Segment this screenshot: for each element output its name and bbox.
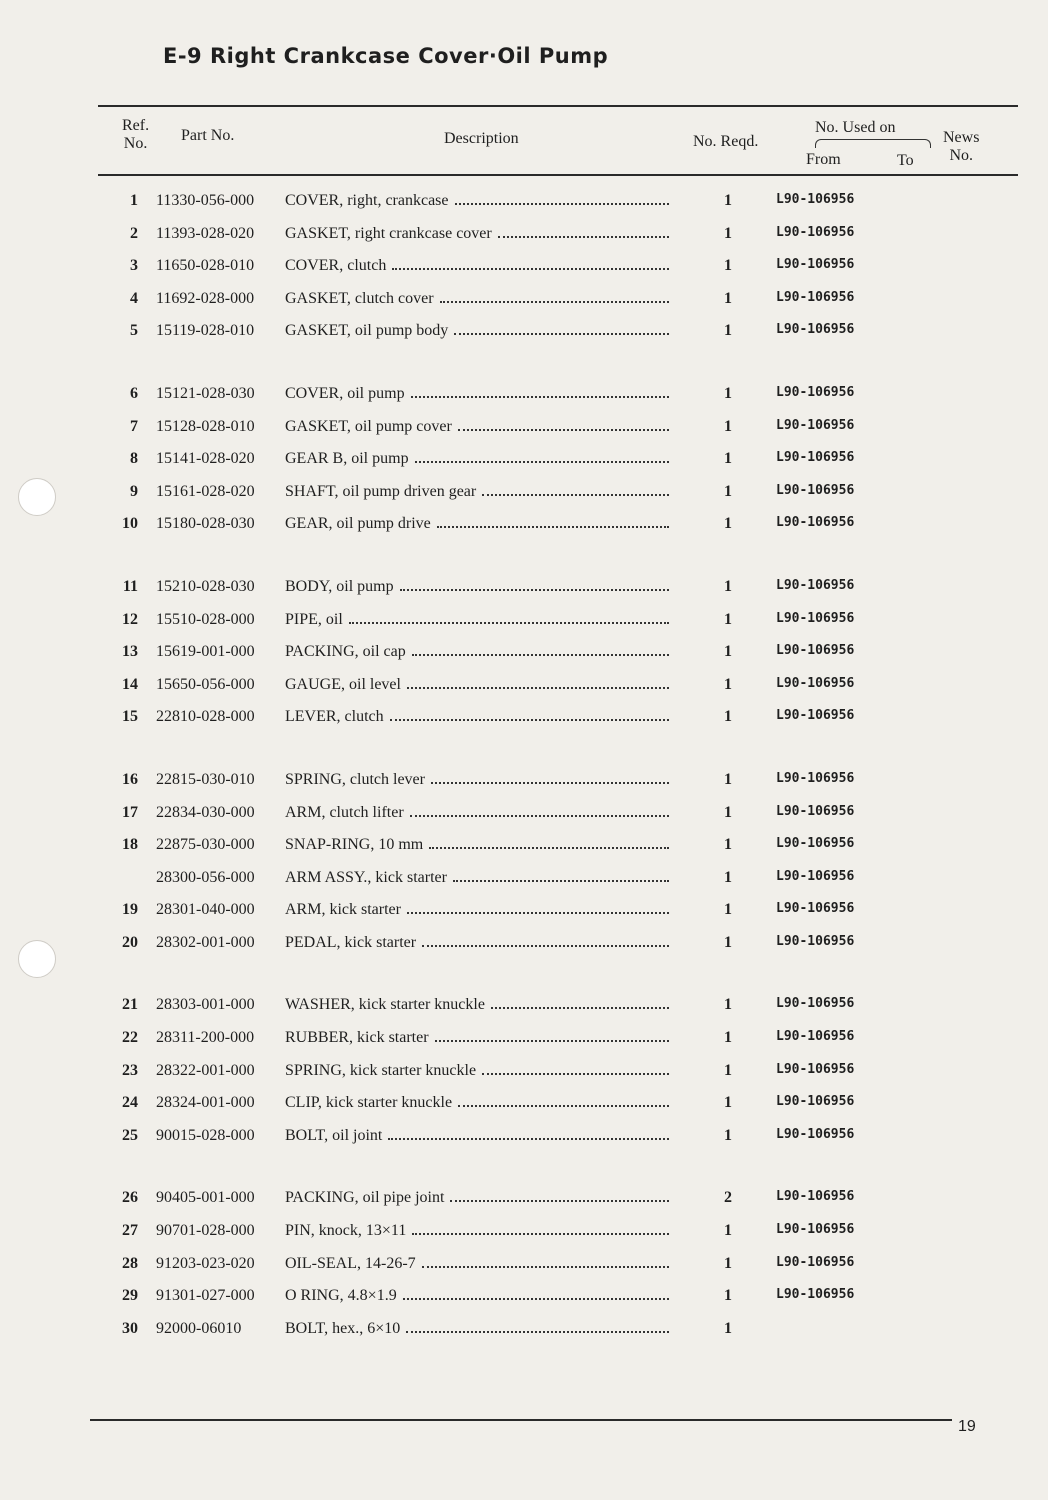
bottom-rule — [90, 1419, 952, 1421]
table-row — [100, 284, 980, 317]
header-news-line2: No. — [949, 147, 973, 164]
description-text: SPRING, clutch lever — [285, 770, 425, 788]
table-row — [100, 1088, 980, 1121]
description-text: CLIP, kick starter knuckle — [285, 1094, 453, 1112]
dot-leader — [453, 869, 669, 882]
description-text: SHAFT, oil pump driven gear — [285, 482, 477, 500]
used-from: L90-106956 — [776, 610, 855, 626]
used-from: L90-106956 — [776, 933, 855, 949]
qty-reqd: 1 — [724, 1029, 732, 1047]
qty-reqd: 1 — [724, 803, 732, 821]
part-no: 15619-001-000 — [156, 643, 255, 661]
part-no: 90015-028-000 — [156, 1126, 255, 1144]
part-no: 22834-030-000 — [156, 803, 255, 821]
dot-leader — [455, 192, 669, 205]
ref-no: 30 — [122, 1319, 138, 1337]
table-row — [100, 895, 980, 928]
qty-reqd: 1 — [724, 901, 732, 919]
qty-reqd: 1 — [724, 643, 732, 661]
used-from: L90-106956 — [776, 1189, 855, 1205]
used-from: L90-106956 — [776, 289, 855, 305]
qty-reqd: 1 — [724, 1126, 732, 1144]
header-news-no — [943, 129, 979, 165]
ref-no: 23 — [122, 1061, 138, 1079]
ref-no: 13 — [122, 643, 138, 661]
description-text: OIL-SEAL, 14-26-7 — [285, 1254, 416, 1272]
table-row — [100, 477, 980, 510]
ref-no: 14 — [122, 675, 138, 693]
table-row — [100, 379, 980, 412]
description-text: O RING, 4.8×1.9 — [285, 1287, 397, 1305]
header-brace — [815, 139, 931, 148]
header-no-used-on: No. Used on — [815, 119, 896, 136]
part-no: 28301-040-000 — [156, 901, 255, 919]
table-row — [100, 928, 980, 961]
table-row — [100, 572, 980, 605]
table-row — [100, 186, 980, 219]
description-text: SNAP-RING, 10 mm — [285, 836, 424, 854]
dot-leader — [431, 771, 669, 784]
ref-no: 12 — [122, 610, 138, 628]
used-from: L90-106956 — [776, 1222, 855, 1238]
page-title: E-9 Right Crankcase Cover·Oil Pump — [163, 44, 609, 68]
table-row — [100, 1056, 980, 1089]
used-from: L90-106956 — [776, 322, 855, 338]
dot-leader — [498, 225, 669, 238]
table-row — [100, 605, 980, 638]
description-text: BOLT, hex., 6×10 — [285, 1319, 401, 1337]
description — [285, 1062, 673, 1080]
dot-leader — [458, 418, 669, 431]
header-rule — [98, 174, 1018, 176]
qty-reqd: 2 — [724, 1189, 732, 1207]
dot-leader — [491, 996, 669, 1009]
table-row — [100, 990, 980, 1023]
dot-leader — [450, 1189, 669, 1202]
description — [285, 1320, 673, 1338]
ref-no: 25 — [122, 1126, 138, 1144]
header-news-line1: News — [943, 129, 980, 146]
part-no: 15121-028-030 — [156, 384, 255, 402]
part-no: 28302-001-000 — [156, 933, 255, 951]
description — [285, 1029, 673, 1047]
ref-no: 16 — [122, 770, 138, 788]
dot-leader — [403, 1287, 669, 1300]
description — [285, 771, 673, 789]
ref-no: 8 — [130, 450, 138, 468]
part-no: 15650-056-000 — [156, 675, 255, 693]
table-row — [100, 1249, 980, 1282]
table-row — [100, 316, 980, 349]
parts-table — [100, 186, 980, 1346]
header-to: To — [897, 152, 914, 169]
qty-reqd: 1 — [724, 868, 732, 886]
dot-leader — [415, 450, 669, 463]
description — [285, 257, 673, 275]
part-no: 22810-028-000 — [156, 708, 255, 726]
used-from: L90-106956 — [776, 675, 855, 691]
table-row — [100, 637, 980, 670]
ref-no: 21 — [122, 996, 138, 1014]
header-description: Description — [444, 130, 519, 147]
dot-leader — [407, 676, 669, 689]
part-no: 28303-001-000 — [156, 996, 255, 1014]
used-from: L90-106956 — [776, 224, 855, 240]
qty-reqd: 1 — [724, 482, 732, 500]
description-text: GAUGE, oil level — [285, 675, 401, 693]
part-no: 28324-001-000 — [156, 1094, 255, 1112]
description-text: WASHER, kick starter knuckle — [285, 996, 485, 1014]
used-from: L90-106956 — [776, 192, 855, 207]
table-row — [100, 1314, 980, 1347]
part-no: 15210-028-030 — [156, 577, 255, 595]
used-from: L90-106956 — [776, 868, 855, 884]
description-text: LEVER, clutch — [285, 708, 384, 726]
description — [285, 418, 673, 436]
table-row — [100, 830, 980, 863]
ref-no: 22 — [122, 1029, 138, 1047]
top-rule — [98, 105, 1018, 107]
description — [285, 1255, 673, 1273]
ref-no: 27 — [122, 1222, 138, 1240]
ref-no: 20 — [122, 933, 138, 951]
table-row — [100, 1281, 980, 1314]
dot-leader — [411, 385, 669, 398]
description — [285, 643, 673, 661]
qty-reqd: 1 — [724, 1222, 732, 1240]
ref-no: 1 — [130, 192, 138, 209]
description-text: COVER, right, crankcase — [285, 192, 449, 209]
description-text: ARM ASSY., kick starter — [285, 868, 447, 886]
ref-no: 7 — [130, 417, 138, 435]
part-no: 92000-06010 — [156, 1319, 242, 1337]
used-from: L90-106956 — [776, 417, 855, 433]
dot-leader — [482, 483, 669, 496]
description — [285, 869, 673, 887]
ref-no: 4 — [130, 289, 138, 307]
description — [285, 192, 673, 210]
used-from: L90-106956 — [776, 1254, 855, 1270]
qty-reqd: 1 — [724, 1319, 732, 1337]
used-from: L90-106956 — [776, 1061, 855, 1077]
punch-hole — [18, 478, 56, 516]
dot-leader — [410, 804, 669, 817]
table-row — [100, 1121, 980, 1154]
ref-no: 6 — [130, 384, 138, 402]
dot-leader — [458, 1094, 669, 1107]
punch-hole — [18, 940, 56, 978]
description-text: GEAR, oil pump drive — [285, 515, 431, 533]
header-ref-line2: No. — [123, 135, 148, 152]
dot-leader — [412, 643, 669, 656]
used-from: L90-106956 — [776, 482, 855, 498]
ref-no: 11 — [122, 577, 138, 595]
description — [285, 225, 673, 243]
description-text: GEAR B, oil pump — [285, 450, 409, 468]
dot-leader — [440, 290, 669, 303]
used-from: L90-106956 — [776, 1126, 855, 1142]
used-from: L90-106956 — [776, 996, 855, 1012]
dot-leader — [390, 708, 669, 721]
qty-reqd: 1 — [724, 450, 732, 468]
description — [285, 322, 673, 340]
description — [285, 901, 673, 919]
page-number: 19 — [958, 1418, 976, 1435]
header-part-no: Part No. — [181, 127, 235, 144]
description-text: GASKET, oil pump body — [285, 322, 449, 340]
table-row — [100, 444, 980, 477]
description — [285, 1222, 673, 1240]
qty-reqd: 1 — [724, 933, 732, 951]
description-text: GASKET, oil pump cover — [285, 417, 452, 435]
table-row — [100, 1183, 980, 1216]
description-text: COVER, clutch — [285, 257, 387, 275]
part-no: 15119-028-010 — [156, 322, 255, 340]
used-from: L90-106956 — [776, 1287, 855, 1303]
part-no: 22815-030-010 — [156, 770, 255, 788]
part-no: 28311-200-000 — [156, 1029, 255, 1047]
part-no: 11393-028-020 — [156, 224, 255, 242]
header-no-reqd: No. Reqd. — [693, 133, 759, 150]
qty-reqd: 1 — [724, 192, 732, 209]
ref-no: 28 — [122, 1254, 138, 1272]
ref-no: 5 — [130, 322, 138, 340]
dot-leader — [412, 1222, 669, 1235]
qty-reqd: 1 — [724, 322, 732, 340]
used-from: L90-106956 — [776, 708, 855, 724]
qty-reqd: 1 — [724, 1254, 732, 1272]
description — [285, 450, 673, 468]
part-no: 15141-028-020 — [156, 450, 255, 468]
description — [285, 1127, 673, 1145]
qty-reqd: 1 — [724, 289, 732, 307]
used-from: L90-106956 — [776, 836, 855, 852]
description — [285, 1094, 673, 1112]
qty-reqd: 1 — [724, 515, 732, 533]
part-no: 22875-030-000 — [156, 836, 255, 854]
dot-leader — [406, 1320, 669, 1333]
qty-reqd: 1 — [724, 1061, 732, 1079]
dot-leader — [388, 1127, 669, 1140]
header-ref-no — [122, 117, 149, 153]
description-text: PIPE, oil — [285, 610, 343, 628]
description — [285, 578, 673, 596]
used-from: L90-106956 — [776, 384, 855, 400]
ref-no: 24 — [122, 1094, 138, 1112]
header-ref-line1: Ref. — [122, 117, 150, 134]
dot-leader — [392, 257, 669, 270]
description-text: COVER, oil pump — [285, 384, 405, 402]
ref-no: 29 — [122, 1287, 138, 1305]
ref-no: 10 — [122, 515, 138, 533]
qty-reqd: 1 — [724, 1094, 732, 1112]
description — [285, 385, 673, 403]
header-from: From — [806, 151, 841, 168]
description-text: PACKING, oil cap — [285, 643, 406, 661]
table-row — [100, 765, 980, 798]
qty-reqd: 1 — [724, 417, 732, 435]
description — [285, 934, 673, 952]
description-text: ARM, kick starter — [285, 901, 401, 919]
dot-leader — [454, 322, 669, 335]
part-no: 28300-056-000 — [156, 868, 255, 886]
ref-no: 19 — [122, 901, 138, 919]
ref-no: 17 — [122, 803, 138, 821]
ref-no: 26 — [122, 1189, 138, 1207]
part-no: 11692-028-000 — [156, 289, 255, 307]
part-no: 15180-028-030 — [156, 515, 255, 533]
description — [285, 483, 673, 501]
qty-reqd: 1 — [724, 996, 732, 1014]
description — [285, 708, 673, 726]
description-text: PACKING, oil pipe joint — [285, 1189, 445, 1207]
used-from: L90-106956 — [776, 577, 855, 593]
ref-no: 9 — [130, 482, 138, 500]
table-row — [100, 1023, 980, 1056]
qty-reqd: 1 — [724, 610, 732, 628]
description-text: SPRING, kick starter knuckle — [285, 1061, 477, 1079]
dot-leader — [482, 1062, 669, 1075]
dot-leader — [349, 611, 669, 624]
dot-leader — [400, 578, 669, 591]
qty-reqd: 1 — [724, 836, 732, 854]
ref-no: 18 — [122, 836, 138, 854]
used-from: L90-106956 — [776, 1029, 855, 1045]
table-row — [100, 412, 980, 445]
part-no: 11650-028-010 — [156, 257, 255, 275]
description-text: PEDAL, kick starter — [285, 933, 417, 951]
description — [285, 1287, 673, 1305]
description-text: BOLT, oil joint — [285, 1126, 383, 1144]
qty-reqd: 1 — [724, 577, 732, 595]
description — [285, 515, 673, 533]
used-from: L90-106956 — [776, 901, 855, 917]
description — [285, 836, 673, 854]
part-no: 91203-023-020 — [156, 1254, 255, 1272]
description-text: BODY, oil pump — [285, 577, 394, 595]
table-row — [100, 509, 980, 542]
used-from: L90-106956 — [776, 450, 855, 466]
description — [285, 676, 673, 694]
dot-leader — [437, 515, 669, 528]
dot-leader — [407, 901, 669, 914]
ref-no: 15 — [122, 708, 138, 726]
qty-reqd: 1 — [724, 770, 732, 788]
description-text: ARM, clutch lifter — [285, 803, 404, 821]
qty-reqd: 1 — [724, 257, 732, 275]
used-from: L90-106956 — [776, 643, 855, 659]
table-row — [100, 863, 980, 896]
part-no: 15128-028-010 — [156, 417, 255, 435]
used-from: L90-106956 — [776, 803, 855, 819]
description — [285, 1189, 673, 1207]
dot-leader — [422, 1255, 669, 1268]
part-no: 90405-001-000 — [156, 1189, 255, 1207]
description — [285, 804, 673, 822]
qty-reqd: 1 — [724, 708, 732, 726]
part-no: 91301-027-000 — [156, 1287, 255, 1305]
table-row — [100, 1216, 980, 1249]
description — [285, 996, 673, 1014]
description-text: RUBBER, kick starter — [285, 1029, 429, 1047]
dot-leader — [422, 934, 669, 947]
used-from: L90-106956 — [776, 770, 855, 786]
part-no: 28322-001-000 — [156, 1061, 255, 1079]
description-text: GASKET, clutch cover — [285, 289, 434, 307]
qty-reqd: 1 — [724, 384, 732, 402]
table-row — [100, 798, 980, 831]
description — [285, 290, 673, 308]
ref-no: 2 — [130, 224, 138, 242]
description-text: PIN, knock, 13×11 — [285, 1222, 407, 1240]
used-from: L90-106956 — [776, 515, 855, 531]
description — [285, 611, 673, 629]
qty-reqd: 1 — [724, 224, 732, 242]
ref-no: 3 — [130, 257, 138, 275]
used-from: L90-106956 — [776, 257, 855, 273]
part-no: 15161-028-020 — [156, 482, 255, 500]
dot-leader — [435, 1029, 669, 1042]
table-row — [100, 219, 980, 252]
qty-reqd: 1 — [724, 675, 732, 693]
used-from: L90-106956 — [776, 1094, 855, 1110]
part-no: 15510-028-000 — [156, 610, 255, 628]
part-no: 11330-056-000 — [156, 192, 255, 209]
part-no: 90701-028-000 — [156, 1222, 255, 1240]
dot-leader — [429, 836, 669, 849]
table-row — [100, 251, 980, 284]
table-row — [100, 670, 980, 703]
qty-reqd: 1 — [724, 1287, 732, 1305]
table-row — [100, 702, 980, 735]
description-text: GASKET, right crankcase cover — [285, 224, 492, 242]
